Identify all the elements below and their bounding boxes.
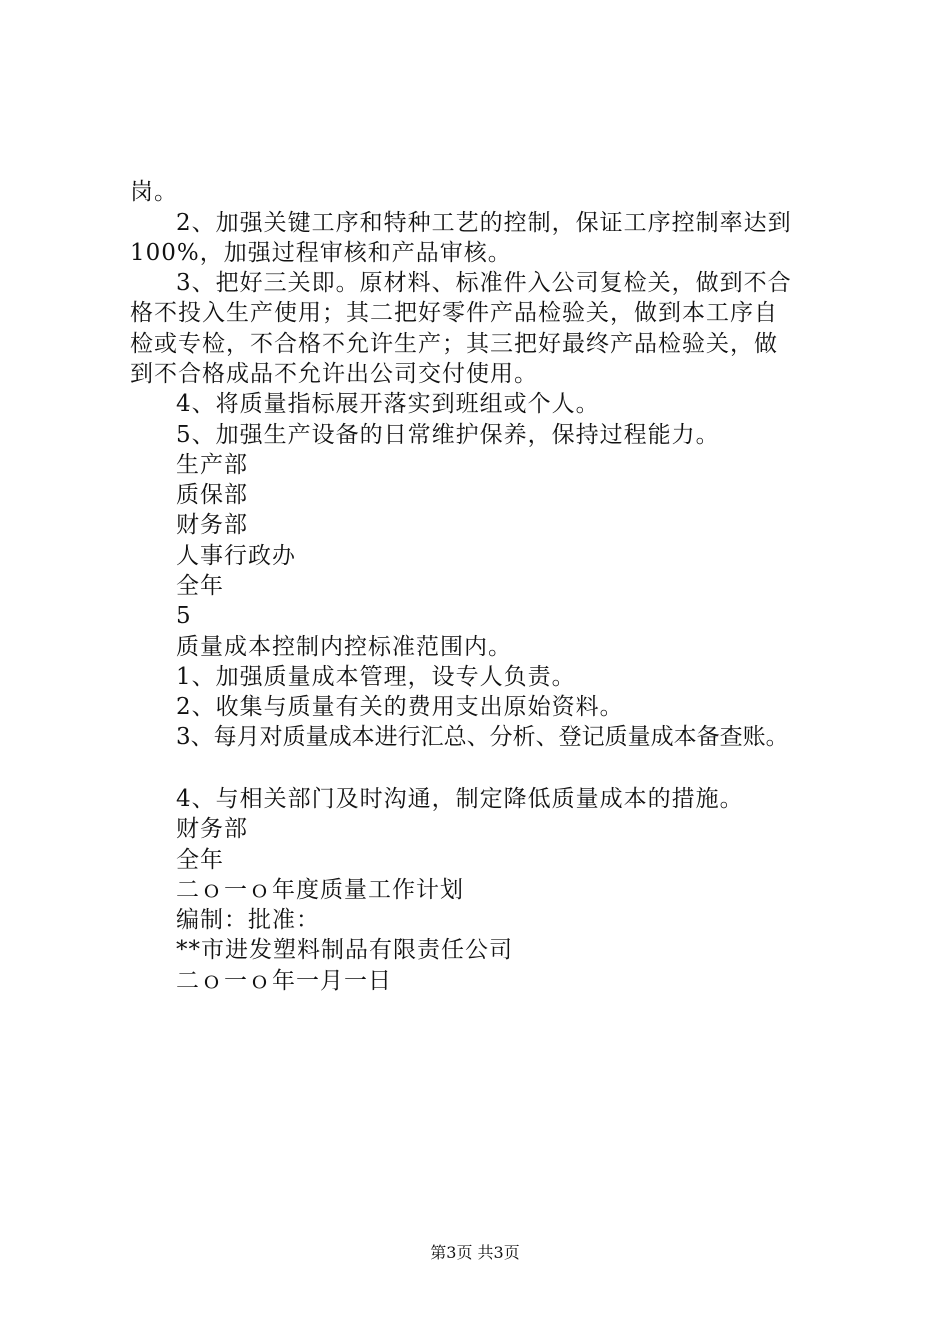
text-line-22: 全年: [176, 847, 224, 873]
text-line-18: 2、收集与质量有关的费用支出原始资料。: [176, 694, 624, 720]
text-line-12: 财务部: [176, 512, 248, 538]
text-line-3: 100%，加强过程审核和产品审核。: [130, 240, 512, 266]
text-line-19: 3、每月对质量成本进行汇总、分析、登记质量成本备查账。: [176, 724, 789, 750]
text-line-1: 岗。: [130, 179, 178, 205]
text-line-17: 1、加强质量成本管理，设专人负责。: [176, 664, 576, 690]
text-line-24: 编制：批准：: [176, 907, 320, 933]
text-line-10: 生产部: [176, 452, 248, 478]
text-line-6: 检或专检，不合格不允许生产；其三把好最终产品检验关，做: [130, 331, 778, 357]
text-line-21: 财务部: [176, 816, 248, 842]
page-number-footer: 第3页 共3页: [430, 1243, 520, 1262]
text-line-15: 5: [176, 603, 192, 629]
text-line-5: 格不投入生产使用；其二把好零件产品检验关，做到本工序自: [130, 300, 778, 326]
text-line-7: 到不合格成品不允许出公司交付使用。: [130, 361, 538, 387]
text-line-25: **市进发塑料制品有限责任公司: [176, 937, 513, 963]
text-line-2: 2、加强关键工序和特种工艺的控制，保证工序控制率达到: [176, 210, 792, 236]
text-line-20: 4、与相关部门及时沟通，制定降低质量成本的措施。: [176, 786, 744, 812]
text-line-8: 4、将质量指标展开落实到班组或个人。: [176, 391, 600, 417]
text-line-13: 人事行政办: [176, 543, 296, 569]
text-line-16: 质量成本控制内控标准范围内。: [176, 634, 512, 660]
text-line-4: 3、把好三关即。原材料、标准件入公司复检关，做到不合: [176, 270, 792, 296]
text-line-9: 5、加强生产设备的日常维护保养，保持过程能力。: [176, 422, 720, 448]
text-line-11: 质保部: [176, 482, 248, 508]
text-line-23: 二ｏ一ｏ年度质量工作计划: [176, 877, 464, 903]
text-line-14: 全年: [176, 573, 224, 599]
text-line-26: 二ｏ一ｏ年一月一日: [176, 968, 392, 994]
